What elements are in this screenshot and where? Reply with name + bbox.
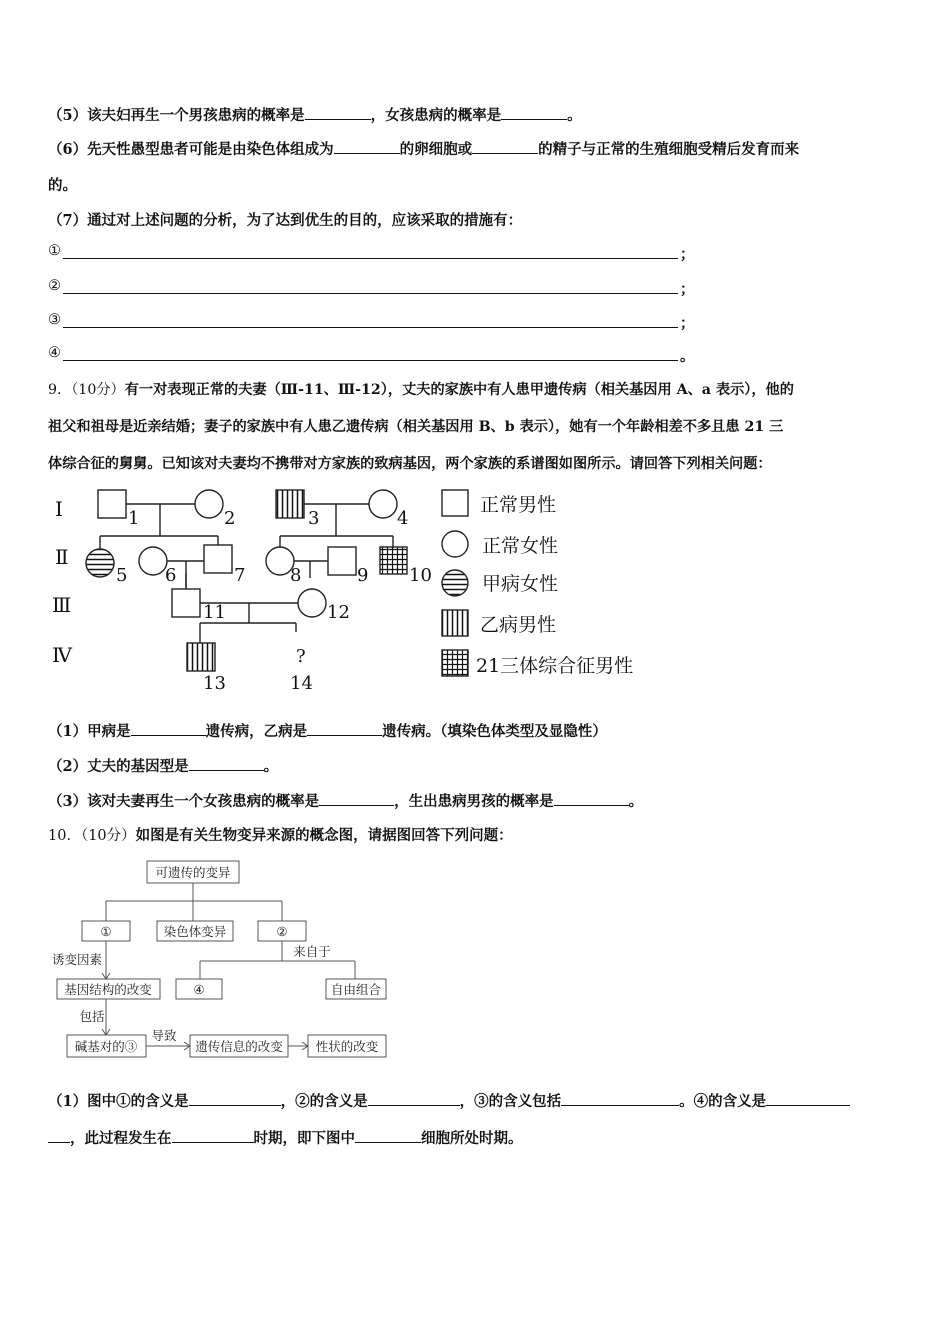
id-label: 2 (224, 508, 236, 529)
id-label: 12 (327, 602, 350, 623)
id-label: 6 (165, 565, 177, 586)
q8-part6-cont: 的。 (48, 177, 77, 194)
answer-blank[interactable] (172, 1130, 254, 1143)
id-label: 14 (290, 673, 313, 694)
q9-stem-line3: 体综合征的舅舅。已知该对夫妻均不携带对方家族的致病基因，两个家族的系谱图如图所示。请回答下列相关问题： (48, 456, 772, 472)
q8-part7: （7）通过对上述问题的分析，为了达到优生的目的，应该采取的措施有： (48, 212, 523, 229)
individual-IV-13 (187, 643, 215, 671)
gen-label: Ⅲ (52, 593, 72, 617)
svg-text:性状的改变: 性状的改变 (315, 1039, 379, 1054)
gen-label: Ⅳ (52, 643, 72, 667)
variation-concept-map (50, 855, 395, 1063)
q10-sub1: （1）图中①的含义是 ，②的含义是 ，③的含义包括 。④的含义是 (48, 1090, 850, 1111)
id-label: 5 (116, 565, 128, 586)
answer-blank[interactable] (189, 758, 264, 771)
answer-blank[interactable] (355, 1130, 421, 1143)
legend-disease-b-male-icon (442, 610, 468, 636)
measure-line-3[interactable]: ③ ； (48, 312, 695, 332)
edge-label: 导致 (151, 1028, 177, 1043)
measure-line-4[interactable]: ④ 。 (48, 345, 695, 365)
legend-label: 乙病男性 (480, 614, 557, 636)
q9-stem-line2: 祖父和祖母是近亲结婚；妻子的家族中有人患乙遗传病（相关基因用 B、b 表示），她有一个年龄相差不多且患 21 三 (48, 419, 784, 435)
individual-I-1 (98, 490, 126, 518)
unknown-mark: ? (296, 646, 306, 667)
svg-text:可遗传的变异: 可遗传的变异 (155, 865, 231, 880)
answer-blank[interactable] (307, 723, 382, 736)
svg-text:①: ① (100, 924, 112, 939)
legend-disease-a-female-icon (442, 570, 468, 596)
legend-normal-female-icon (442, 531, 468, 557)
id-label: 3 (308, 508, 320, 529)
q9-stem-line1: 9．（10分）有一对表现正常的夫妻（Ⅲ-11、Ⅲ-12），丈夫的家族中有人患甲遗传病（相关基因用 A、a 表示），他的 (48, 382, 794, 398)
id-label: 10 (409, 565, 432, 586)
edge-label: 来自于 (293, 944, 331, 959)
individual-II-5 (86, 549, 114, 577)
id-label: 4 (397, 508, 409, 529)
svg-text:②: ② (276, 924, 288, 939)
answer-blank[interactable] (766, 1093, 850, 1106)
measure-line-2[interactable]: ② ； (48, 278, 695, 298)
legend-normal-male-icon (442, 490, 468, 516)
individual-I-4 (369, 490, 397, 518)
id-label: 1 (128, 508, 140, 529)
q10-sub1-cont: ，此过程发生在 时期，即下图中 细胞所处时期。 (48, 1127, 523, 1148)
gen-label: Ⅰ (55, 497, 63, 521)
individual-I-2 (195, 490, 223, 518)
svg-text:基因结构的改变: 基因结构的改变 (64, 982, 152, 997)
answer-blank[interactable] (561, 1093, 679, 1106)
id-label: 13 (203, 673, 226, 694)
q9-sub1: （1）甲病是 遗传病，乙病是 遗传病。（填染色体类型及显隐性） (48, 723, 607, 740)
individual-II-10 (380, 547, 407, 574)
id-label: 8 (290, 565, 302, 586)
answer-blank[interactable] (501, 107, 567, 120)
id-label: 7 (234, 565, 246, 586)
answer-blank[interactable] (131, 723, 206, 736)
answer-blank[interactable] (472, 141, 538, 154)
q8-part6: （6）先天性愚型患者可能是由染色体组成为 的卵细胞或 的精子与正常的生殖细胞受精后发育而来 (48, 141, 800, 158)
individual-II-6 (139, 547, 167, 575)
svg-text:染色体变异: 染色体变异 (163, 924, 227, 939)
answer-blank[interactable] (48, 1130, 70, 1143)
edge-label: 诱变因素 (51, 952, 103, 967)
q9-sub2: （2）丈夫的基因型是 。 (48, 758, 279, 775)
legend-label: 正常女性 (482, 535, 559, 557)
individual-III-11 (172, 589, 200, 617)
answer-blank[interactable] (368, 1093, 460, 1106)
svg-text:碱基对的③: 碱基对的③ (74, 1039, 138, 1054)
individual-I-3 (276, 490, 304, 518)
individual-III-12 (298, 589, 326, 617)
id-label: 11 (203, 602, 226, 623)
svg-text:自由组合: 自由组合 (330, 982, 382, 997)
q10-stem: 10．（10分）如图是有关生物变异来源的概念图，请据图回答下列问题： (48, 827, 513, 844)
answer-blank[interactable] (189, 1093, 281, 1106)
answer-blank[interactable] (319, 793, 394, 806)
individual-II-7 (204, 545, 232, 573)
answer-blank[interactable] (305, 107, 371, 120)
legend-label: 正常男性 (480, 494, 557, 516)
legend-label: 21三体综合征男性 (476, 655, 634, 677)
edge-label: 包括 (79, 1009, 105, 1024)
q8-part5: （5）该夫妇再生一个男孩患病的概率是 ，女孩患病的概率是 。 (48, 107, 582, 124)
legend-trisomy21-male-icon (442, 650, 468, 676)
legend-label: 甲病女性 (482, 573, 559, 595)
gen-label: Ⅱ (55, 545, 69, 569)
svg-text:遗传信息的改变: 遗传信息的改变 (195, 1039, 283, 1054)
individual-II-9 (328, 547, 356, 575)
q9-sub3: （3）该对夫妻再生一个女孩患病的概率是 ，生出患病男孩的概率是 。 (48, 793, 644, 810)
pedigree-chart (40, 482, 680, 697)
answer-blank[interactable] (554, 793, 629, 806)
id-label: 9 (357, 565, 369, 586)
svg-text:④: ④ (193, 982, 205, 997)
answer-blank[interactable] (334, 141, 400, 154)
measure-line-1[interactable]: ① ； (48, 243, 695, 263)
